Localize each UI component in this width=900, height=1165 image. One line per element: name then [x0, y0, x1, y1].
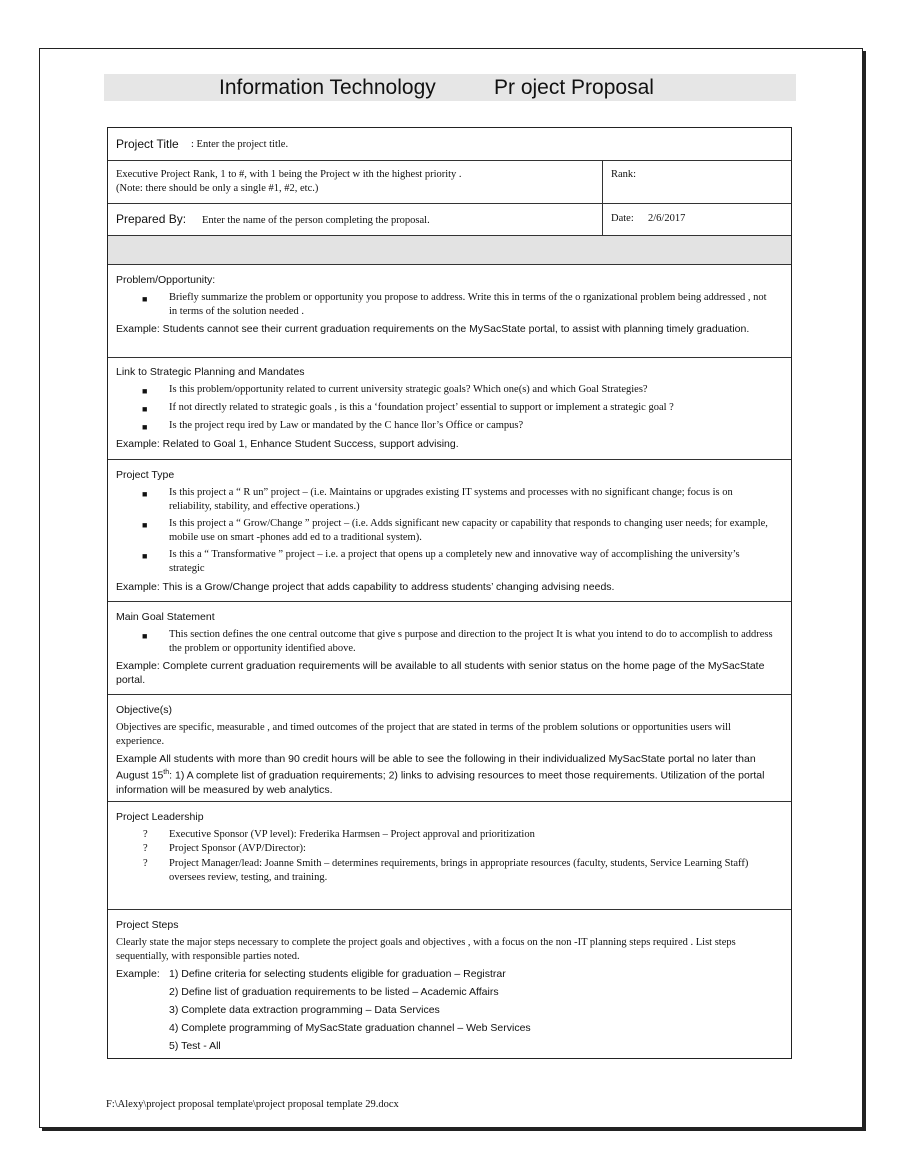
problem-bullet-1: Briefly summarize the problem or opportunity you propose to address. Write this in terms of the o rganizational problem being addressed , not in terms of the solution needed .: [169, 292, 767, 317]
problem-example: Example: Students cannot see their current graduation requirements on the MySacState portal, to assist with planning timely graduation.: [116, 323, 750, 335]
file-path-footer: F:\Alexy\project proposal template\project proposal template 29.docx: [106, 1099, 399, 1110]
step-item-1: 1) Define criteria for selecting students eligible for graduation – Registrar: [169, 968, 506, 980]
date-label: Date:: [611, 213, 634, 224]
proposal-form: [107, 127, 792, 1059]
bullet-icon: ■: [142, 294, 148, 304]
steps-text: Clearly state the major steps necessary to complete the project goals and objectives , with a focus on the non -IT planning steps required . List steps sequentially, with responsible parties noted.: [116, 937, 736, 962]
leadership-heading: Project Leadership: [116, 811, 204, 823]
steps-heading: Project Steps: [116, 919, 179, 931]
type-section: [108, 460, 791, 602]
bullet-icon: ■: [142, 551, 148, 561]
strategic-heading: Link to Strategic Planning and Mandates: [116, 366, 305, 378]
title-part-1: Information Technology: [219, 76, 436, 99]
executive-divider: [602, 161, 603, 203]
executive-line-1: Executive Project Rank, 1 to #, with 1 being the Project w ith the highest priority .: [116, 169, 462, 180]
objectives-heading: Objective(s): [116, 704, 173, 716]
strategic-bullet-2: If not directly related to strategic goals , is this a ‘foundation project’ essential to support or implement a strategic goal ?: [169, 402, 674, 413]
type-heading: Project Type: [116, 469, 175, 481]
project-title-row: [108, 128, 791, 161]
leadership-item-3: Project Manager/lead: Joanne Smith – determines requirements, brings in appropriate resources (faculty, students, Service Learning Staff) oversees review, testing, and training.: [169, 858, 749, 883]
bullet-icon: ■: [142, 631, 148, 641]
objectives-example-sup: th: [163, 769, 170, 776]
bullet-icon: ■: [142, 386, 148, 396]
step-item-3: 3) Complete data extraction programming – Data Services: [169, 1004, 440, 1016]
strategic-example: Example: Related to Goal 1, Enhance Student Success, support advising.: [116, 438, 459, 450]
type-bullet-1: Is this project a “ R un” project – (i.e. Maintains or upgrades existing IT systems and processes with no significant change; focus is on reliability, stability, and effective operations.): [169, 487, 733, 512]
steps-section: [108, 910, 791, 1058]
strategic-bullet-1: Is this problem/opportunity related to current university strategic goals? Which one(s) and which Goal Strategies?: [169, 384, 648, 395]
problem-heading: Problem/Opportunity:: [116, 274, 216, 286]
prepared-by-label: Prepared By:: [116, 212, 187, 226]
type-bullet-2: Is this project a “ Grow/Change ” project – (i.e. Adds significant new capacity or capability that responds to changing user needs; for example, mobile use on smart -phones add ed to a traditional system).: [169, 518, 768, 543]
steps-example-label: Example:: [116, 968, 160, 980]
executive-row: [108, 161, 791, 204]
goal-heading: Main Goal Statement: [116, 611, 215, 623]
step-item-2: 2) Define list of graduation requirements to be listed – Academic Affairs: [169, 986, 499, 998]
project-title-label: Project Title: [116, 137, 179, 151]
objectives-example: [116, 752, 783, 797]
leadership-section: [108, 802, 791, 910]
step-item-4: 4) Complete programming of MySacState graduation channel – Web Services: [169, 1022, 531, 1034]
objectives-example-b: : 1) A complete list of graduation requirements; 2) links to advising resources to meet those requirements. Utilization of the portal information will be measured by web analytics.: [116, 769, 765, 796]
strategic-bullet-3: Is the project requ ired by Law or mandated by the C hance llor’s Office or campus?: [169, 420, 524, 431]
bullet-icon: ■: [142, 489, 148, 499]
type-bullet-3: Is this a “ Transformative ” project – i.e. a project that opens up a completely new and innovative way of accomplishing the university’s strategic: [169, 549, 740, 574]
gray-separator-band: [108, 236, 791, 265]
type-example: Example: This is a Grow/Change project that adds capability to address students’ changing advising needs.: [116, 581, 615, 593]
prepared-row: [108, 204, 791, 236]
objectives-text: Objectives are specific, measurable , and timed outcomes of the project that are stated in terms of the problem solutions or opportunities users will experience.: [116, 722, 731, 747]
document-title-bar: [104, 74, 796, 101]
leadership-mark-3: ?: [143, 858, 148, 869]
objectives-example-a: Example All students with more than 90 credit hours will be able to see the following in their individualized MySacState portal no later than August 15: [116, 753, 756, 782]
leadership-mark-1: ?: [143, 829, 148, 840]
strategic-section: [108, 358, 791, 460]
rank-label[interactable]: Rank:: [611, 169, 637, 180]
goal-example: Example: Complete current graduation requirements will be available to all students with senior status on the home page of the MySacState portal.: [116, 660, 765, 686]
bullet-icon: ■: [142, 404, 148, 414]
problem-section: [108, 265, 791, 358]
leadership-item-1: Executive Sponsor (VP level): Frederika Harmsen – Project approval and prioritization: [169, 829, 535, 840]
title-part-2: Pr oject Proposal: [494, 76, 654, 99]
executive-line-2: (Note: there should be only a single #1, #2, etc.): [116, 183, 319, 194]
leadership-mark-2: ?: [143, 843, 148, 854]
bullet-icon: ■: [142, 422, 148, 432]
goal-section: [108, 602, 791, 695]
date-value[interactable]: 2/6/2017: [648, 213, 686, 224]
prepared-divider: [602, 204, 603, 235]
prepared-by-value[interactable]: Enter the name of the person completing the proposal.: [202, 215, 430, 226]
objectives-section: [108, 695, 791, 802]
leadership-item-2: Project Sponsor (AVP/Director):: [169, 843, 306, 854]
goal-bullet-1: This section defines the one central outcome that give s purpose and direction to the project It is what you intend to do to accomplish to address the problem or opportunity identified above.: [169, 629, 773, 654]
step-item-5: 5) Test - All: [169, 1040, 221, 1052]
bullet-icon: ■: [142, 520, 148, 530]
project-title-value[interactable]: : Enter the project title.: [191, 139, 289, 150]
